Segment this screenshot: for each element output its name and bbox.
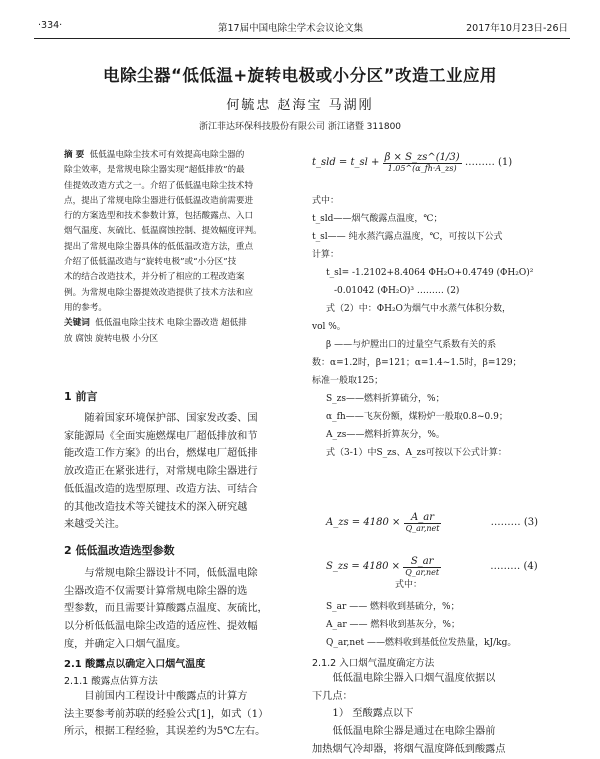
abstract-line: 提出了常规电除尘器具体的低低温改造方法，重点 <box>64 241 254 252</box>
body-line: 法主要参考前苏联的经验公式[1]，如式（1） <box>64 708 269 720</box>
equation-3-fraction: $\frac{A\_ar}{\text{Q\_ar,net}}$ <box>405 512 440 533</box>
abstract-line: 佳提效改造方式之一。介绍了低低温电除尘技术特 <box>64 180 254 191</box>
abstract-line: 点，提出了常规电除尘器进行低低温改造前需要进 <box>64 195 254 206</box>
abstract-line: 行的方案选型和技术参数计算，包括酸露点、入口 <box>64 211 254 222</box>
subsection-2-1-1-heading: 2.1.1 酸露点估算方法 <box>64 676 158 687</box>
equation-4-where: 式中： <box>395 580 423 590</box>
abstract-line: 用的参考。 <box>64 302 107 313</box>
conference-date: 2017年10月23日-26日 <box>466 23 568 34</box>
body-line: 能改造工作方案》的出台，燃煤电厂超低排 <box>64 448 258 460</box>
conference-name: 第17届中国电除尘学术会议论文集 <box>218 23 364 34</box>
abstract-line: 烟气温度、灰硫比、低温腐蚀控制、提效幅度评判。 <box>64 226 262 237</box>
keywords-line: 放 腐蚀 旋转电极 小分区 <box>64 333 159 344</box>
body-line: 低低温改造的选型原理、改造方法、可结合 <box>64 483 258 495</box>
keywords-line: 关键词 低低温电除尘技术 电除尘器改造 超低排 <box>64 318 247 329</box>
body-line: 与常规电除尘器设计不同，低低温电除 <box>84 568 258 579</box>
abstract <box>64 148 296 347</box>
equation-3: A_zs = 4180 × $\frac{A\_ar}{\text{Q\_ar,net}}$ ……… (3) <box>326 512 539 533</box>
body-line: 加热烟气冷却器，将烟气温度降低到酸露点 <box>312 743 506 755</box>
equation-4-fraction: $\frac{S\_ar}{\text{Q\_ar,net}}$ <box>405 556 440 577</box>
equation-4: S_zs = 4180 × $\frac{S\_ar}{\text{Q\_ar,net}}$ ……… (4) <box>326 556 538 577</box>
body-line: 型参数，而且需要计算酸露点温度、灰硫比， <box>64 603 268 615</box>
section-1-body <box>64 410 296 534</box>
body-line: 放改造正在紧张进行，对常规电除尘器进行 <box>64 466 258 478</box>
header-rule <box>34 38 570 39</box>
body-line: 所示，根据工程经验，其误差约为5℃左右。 <box>64 726 266 738</box>
body-line: 目前国内工程设计中酸露点的计算方 <box>84 691 248 702</box>
subsection-2-1-heading: 2.1 酸露点以确定入口烟气温度 <box>64 659 206 670</box>
subsection-2-1-2-body <box>312 670 574 759</box>
abstract-line: 例。为常规电除尘器提效改造提供了技术方法和应 <box>64 287 254 298</box>
subsection-2-1-1-body <box>64 688 296 741</box>
authors: 何毓忠 赵海宝 马湖刚 <box>226 98 374 113</box>
page-number: ·334· <box>38 20 63 31</box>
section-2-body <box>64 565 296 654</box>
affiliation: 浙江菲达环保科技股份有限公司 浙江诸暨 311800 <box>198 122 402 132</box>
body-line: 尘器改造不仅需要计算常规电除尘器的选 <box>64 585 248 597</box>
paper-title: 电除尘器“低低温+旋转电极或小分区”改造工业应用 <box>102 66 497 85</box>
body-line: 家能源局《全面实施燃煤电厂超低排放和节 <box>64 430 258 442</box>
equation-2-line-1: t_sl= -1.2102+8.4064 ΦH₂O+0.4749 (ΦH₂O)² <box>326 268 534 278</box>
equation-3-4-definitions: S_ar —— 燃料收到基硫分，%； A_ar —— 燃料收到基灰分，%； Q_ar,net ——燃料收到基低位发热量，kJ/kg。 <box>326 602 517 648</box>
section-2-heading: 2 低低温改造选型参数 <box>64 544 175 557</box>
keywords-label: 关键词 <box>64 318 90 329</box>
abstract-line: 摘 要 低低温电除尘技术可有效提高电除尘器的 <box>64 150 245 160</box>
body-line: 随着国家环境保护部、国家发改委、国 <box>84 413 258 424</box>
body-line: 低低温电除尘器是通过在电除尘器前 <box>332 726 496 738</box>
equation-1-fraction: $\frac{\beta \times S\_zs\^{}(1/3)}{1.05\^{}(\alpha\_fh\cdot A\_zs)}$ <box>384 152 460 173</box>
section-1-heading: 1 前言 <box>64 390 98 403</box>
list-item: 1） 至酸露点以下 <box>332 708 414 720</box>
equation-2-line-2: -0.01042 (ΦH₂O)³ ……… (2) <box>334 286 460 296</box>
body-line: 来越受关注。 <box>64 519 126 531</box>
abstract-line: 介绍了低低温改造与“旋转电极”或“小分区”技 <box>64 257 237 268</box>
body-line: 低低温电除尘器入口烟气温度依据以 <box>332 673 496 684</box>
equation-1: t_sld = t_sl + $\frac{\beta \times S\_zs\^{}(1/3)}{1.05\^{}(\alpha\_fh\cdot A\_zs)}$ ……… (1) <box>312 152 513 173</box>
equation-definitions: 式中： t_sld——烟气酸露点温度，℃； t_sl—— 纯水蒸汽露点温度，℃，可按以下公式 计算： t_sl= -1.2102+8.4064 ΦH₂O+0.4749 (ΦH₂O)² -0.01042 (ΦH₂O)³ ……… (2) 式（2）中：ΦH₂O为烟气中水蒸气体积分数， vol %。 β ——与炉膛出口的过量空气系数有关的系 数：α=1.2时，β=121；α=1.4~1.5时，β=129； 标准一般取125； S_zs——燃料折算硫分，%； α_fh——飞灰份额，煤粉炉一般取0.8~0.9； A_zs——燃料折算灰分，%。 式（3-1）中S_zs、A_zs可按以下公式计算： <box>312 192 574 462</box>
abstract-label: 摘 要 <box>64 150 85 160</box>
body-line: 以分析低低温电除尘改造的适应性、提效幅 <box>64 621 258 633</box>
subsection-2-1-2-heading: 2.1.2 入口烟气温度确定方法 <box>312 658 435 669</box>
body-line: 下几点： <box>312 690 353 702</box>
abstract-line: 除尘效率，是常规电除尘器实现“超低排放”的最 <box>64 165 245 176</box>
abstract-line: 术的结合改造技术，并分析了相应的工程改造案 <box>64 272 245 283</box>
body-line: 度，并确定入口烟气温度。 <box>64 638 187 650</box>
running-header <box>38 20 568 36</box>
body-line: 的其他改造技术等关键技术的深入研究越 <box>64 501 248 513</box>
